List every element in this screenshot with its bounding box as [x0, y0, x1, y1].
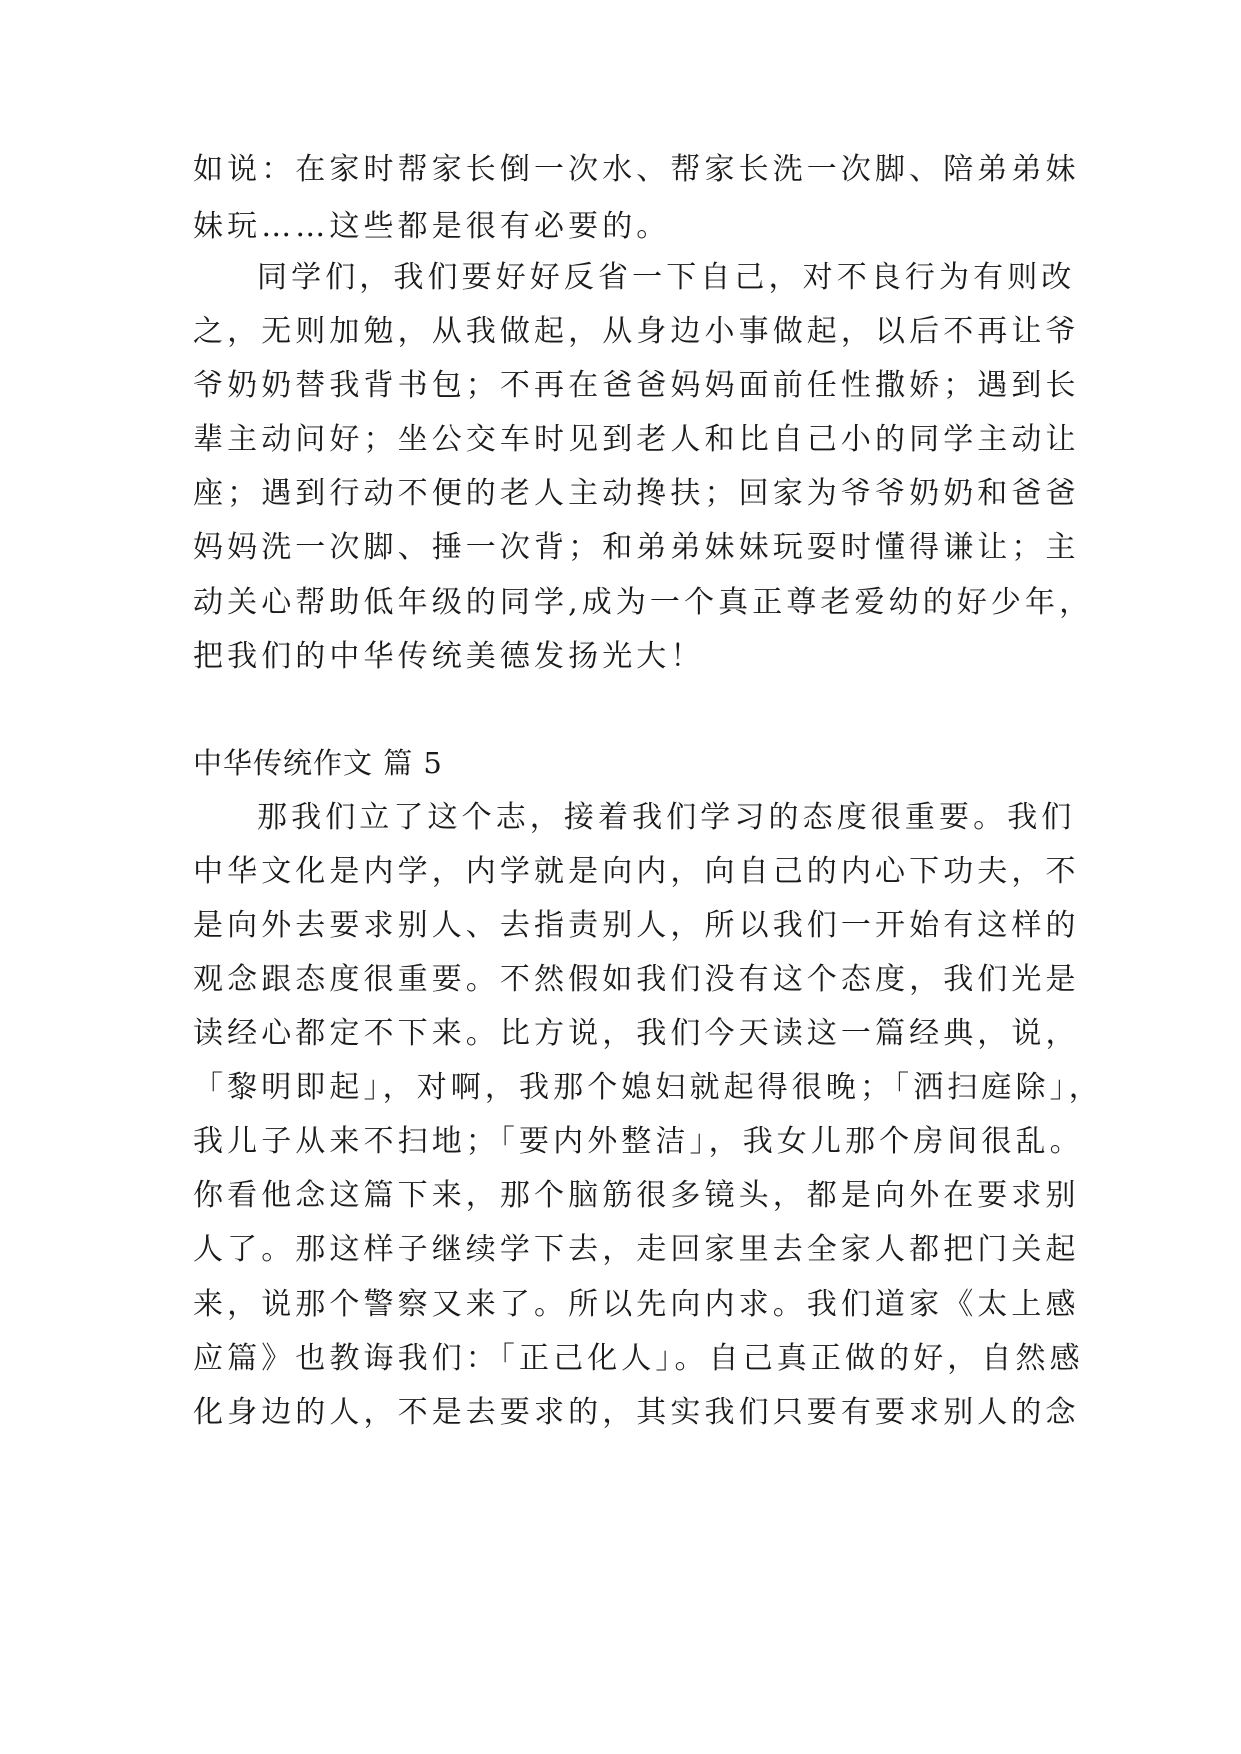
paragraph-2-line-3: 爷奶奶替我背书包；不再在爸爸妈妈面前任性撒娇；遇到长	[193, 368, 1080, 403]
section-heading: 中华传统作文 篇 5	[193, 746, 443, 780]
paragraph-3-line-11: 应篇》也教诲我们：「正己化人」。自己真正做的好，自然感	[193, 1341, 1084, 1376]
paragraph-3-line-5: 读经心都定不下来。比方说，我们今天读这一篇经典，说，	[193, 1016, 1080, 1051]
paragraph-3-line-9: 人了。那这样子继续学下去，走回家里去全家人都把门关起	[193, 1232, 1080, 1267]
paragraph-3-line-2: 中华文化是内学，内学就是向内，向自己的内心下功夫，不	[193, 854, 1080, 889]
paragraph-1-line-2: 妹玩……这些都是很有必要的。	[193, 209, 671, 244]
paragraph-2-line-6: 妈妈洗一次脚、捶一次背；和弟弟妹妹玩耍时懂得谦让；主	[193, 530, 1080, 565]
paragraph-2-line-5: 座；遇到行动不便的老人主动搀扶；回家为爷爷奶奶和爸爸	[193, 476, 1080, 511]
paragraph-2-line-8: 把我们的中华传统美德发扬光大！	[193, 639, 705, 674]
paragraph-2-line-2: 之，无则加勉，从我做起，从身边小事做起，以后不再让爷	[193, 314, 1080, 349]
paragraph-3-line-3: 是向外去要求别人、去指责别人，所以我们一开始有这样的	[193, 908, 1080, 943]
paragraph-3-line-7: 我儿子从来不扫地；「要内外整洁」，我女儿那个房间很乱。	[193, 1124, 1084, 1159]
paragraph-1-line-1: 如说：在家时帮家长倒一次水、帮家长洗一次脚、陪弟弟妹	[193, 152, 1080, 187]
paragraph-3-line-4: 观念跟态度很重要。不然假如我们没有这个态度，我们光是	[193, 962, 1080, 997]
paragraph-3-line-1: 那我们立了这个志，接着我们学习的态度很重要。我们	[257, 800, 1076, 835]
paragraph-3-line-6: 「黎明即起」，对啊，我那个媳妇就起得很晚；「洒扫庭除」，	[193, 1070, 1103, 1105]
paragraph-3-line-8: 你看他念这篇下来，那个脑筋很多镜头，都是向外在要求别	[193, 1178, 1080, 1213]
paragraph-2-line-4: 辈主动问好；坐公交车时见到老人和比自己小的同学主动让	[193, 422, 1080, 457]
paragraph-2-line-1: 同学们，我们要好好反省一下自己，对不良行为有则改	[257, 260, 1076, 295]
paragraph-3-line-12: 化身边的人，不是去要求的，其实我们只要有要求别人的念	[193, 1395, 1080, 1430]
paragraph-3-line-10: 来，说那个警察又来了。所以先向内求。我们道家《太上感	[193, 1287, 1080, 1322]
paragraph-2-line-7: 动关心帮助低年级的同学,成为一个真正尊老爱幼的好少年，	[193, 585, 1094, 620]
